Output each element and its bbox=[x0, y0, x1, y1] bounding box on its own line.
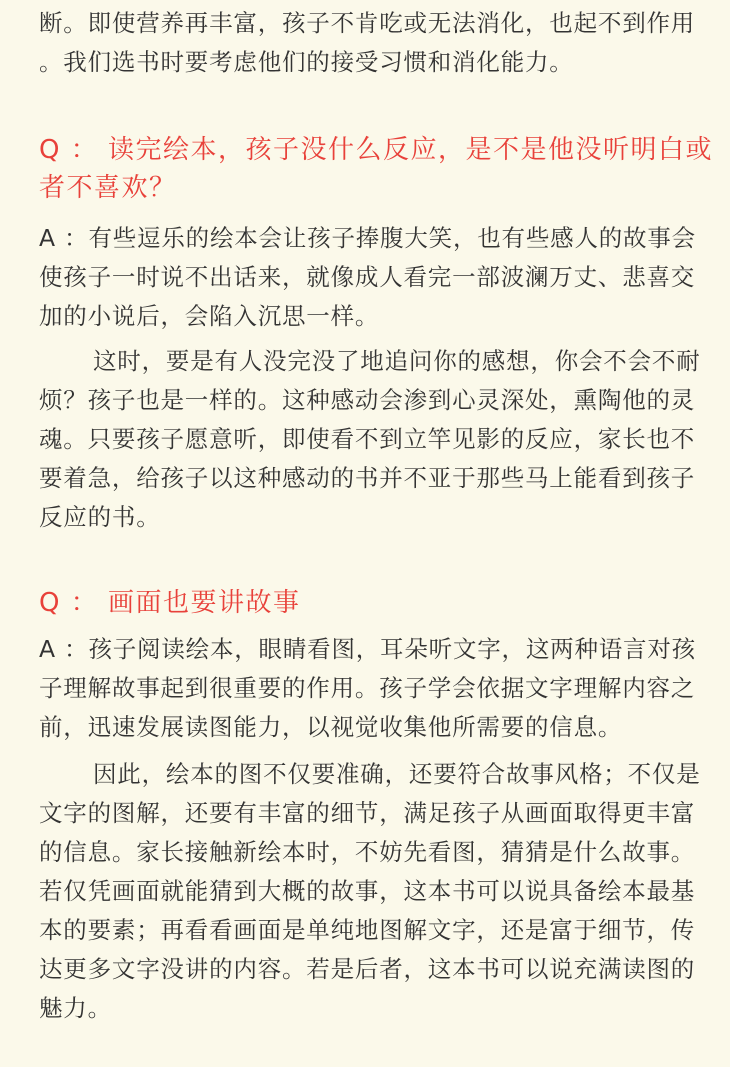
text-line: 达更多文字没讲的内容。若是后者，这本书可以说充满读图的 bbox=[39, 955, 696, 983]
text-line: 烦？孩子也是一样的。这种感动会渗到心灵深处，熏陶他的灵 bbox=[39, 386, 696, 414]
body-paragraph-1 bbox=[39, 342, 699, 537]
question-line: 者不喜欢？ bbox=[39, 173, 177, 203]
text-line: A ：孩子阅读绘本，眼睛看图，耳朵听文字，这两种语言对孩 bbox=[39, 635, 696, 663]
question-line: Q ： 读完绘本，孩子没什么反应，是不是他没听明白或 bbox=[39, 135, 713, 165]
text-line: 若仅凭画面就能猜到大概的故事，这本书可以说具备绘本最基 bbox=[39, 877, 696, 905]
text-line: 断。即使营养再丰富，孩子不肯吃或无法消化，也起不到作用 bbox=[39, 9, 696, 37]
answer-paragraph-2 bbox=[39, 630, 699, 747]
body-paragraph-2 bbox=[39, 755, 699, 1028]
text-line: 加的小说后，会陷入沉思一样。 bbox=[39, 302, 380, 330]
text-line: 。我们选书时要考虑他们的接受习惯和消化能力。 bbox=[39, 48, 574, 76]
text-line: 这时，要是有人没完没了地追问你的感想，你会不会不耐 bbox=[93, 347, 701, 375]
question-heading-1 bbox=[39, 131, 713, 207]
text-line: 本的要素；再看看画面是单纯地图解文字，还是富于细节，传 bbox=[39, 916, 696, 944]
text-line: A ：有些逗乐的绘本会让孩子捧腹大笑，也有些感人的故事会 bbox=[39, 224, 696, 252]
question-line: Q ： 画面也要讲故事 bbox=[39, 588, 301, 618]
text-line: 前，迅速发展读图能力，以视觉收集他所需要的信息。 bbox=[39, 713, 623, 741]
text-line: 子理解故事起到很重要的作用。孩子学会依据文字理解内容之 bbox=[39, 674, 696, 702]
text-line: 的信息。家长接触新绘本时，不妨先看图，猜猜是什么故事。 bbox=[39, 838, 696, 866]
text-line: 要着急，给孩子以这种感动的书并不亚于那些马上能看到孩子 bbox=[39, 464, 696, 492]
question-heading-2 bbox=[39, 584, 699, 622]
text-line: 使孩子一时说不出话来，就像成人看完一部波澜万丈、悲喜交 bbox=[39, 263, 696, 291]
intro-paragraph bbox=[39, 4, 699, 82]
text-line: 文字的图解，还要有丰富的细节，满足孩子从画面取得更丰富 bbox=[39, 799, 696, 827]
text-line: 魅力。 bbox=[39, 994, 112, 1022]
text-line: 魂。只要孩子愿意听，即使看不到立竿见影的反应，家长也不 bbox=[39, 425, 696, 453]
text-line: 反应的书。 bbox=[39, 503, 161, 531]
text-line: 因此，绘本的图不仅要准确，还要符合故事风格；不仅是 bbox=[93, 760, 701, 788]
answer-paragraph-1 bbox=[39, 219, 699, 336]
